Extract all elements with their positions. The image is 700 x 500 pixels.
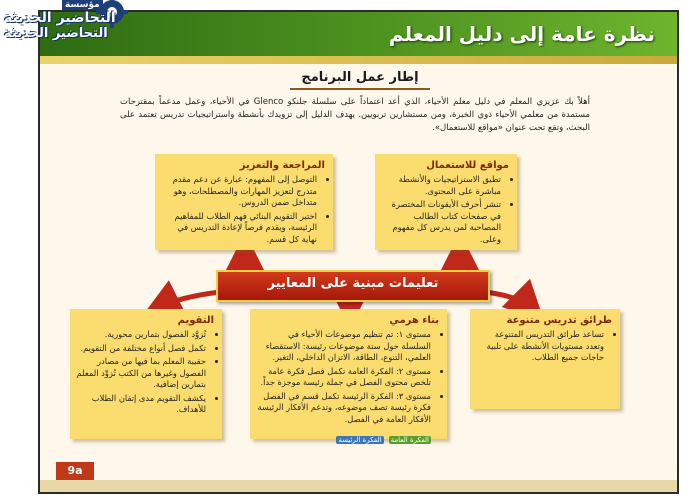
- footer-bar: [40, 480, 677, 492]
- card-bullet: • حقيبة المعلم بما فيها من مصادر الفصول وغيرها من الكتب تُزوِّد المعلم بتمارين إضافية.: [76, 356, 206, 391]
- tag-main-idea: الفكرة الرئيسة: [338, 436, 382, 444]
- page-number: 9a: [56, 462, 94, 480]
- section-title-underline: [290, 88, 430, 90]
- card-bullet: • مستوى ٣: الفكرة الرئيسة تكمل قسم في الفصل فكرة رئيسة تصف موضوعه، وتدعم الأفكار الرئيسة الأفكار العامة في الفصل.: [256, 391, 431, 426]
- card-sites-for-use: [375, 154, 517, 250]
- logo-small-text: مؤسسة: [62, 0, 103, 10]
- logo-text-line1: التحاضير الحديثة: [4, 10, 116, 26]
- card-bullet: • تساعد طرائق التدريس المتنوعة وتعدد مستويات الأنشطة على تلبية حاجات جميع الطلاب.: [476, 329, 604, 364]
- card-title: طرائق تدريس متنوعة: [506, 315, 612, 326]
- textbook-page: [38, 10, 679, 494]
- watermark-logo: [0, 0, 156, 44]
- card-title: المراجعة والتعزيز: [239, 160, 325, 171]
- card-title: بناء هرمي: [389, 315, 439, 326]
- logo-text-line2: التحاضير الحديثة: [4, 26, 108, 41]
- intro-paragraph: أهلاً بك عزيزي المعلم في دليل معلم الأحياء، الذي أعد اعتماداً على سلسلة جلنكو Glenco في الأحياء، وعمل مدعماً بمقترحات مستمدة من معلمي الأحياء ذوي الخبرة، ومن مستشارين تربويين. يهدف الدليل إلى تزويدك بأنشطة واستراتيجيات تدريس تعتمد على البحث، وتقع تحت عنوان «مواقع للاستعمال».: [120, 97, 590, 133]
- card-bullet: • اختبر التقويم البنائي فهم الطلاب للمفاهيم الرئيسة، ويقدم فرصاً لإعادة التدريس في نهاية كل قسم.: [161, 211, 317, 246]
- card-title: مواقع للاستعمال: [426, 160, 509, 171]
- card-title: التقويم: [177, 315, 214, 326]
- card-bullet: • تكمل فصل أنواع مختلفة من التقويم.: [76, 343, 206, 355]
- arrow-to-methods: [486, 292, 530, 307]
- arrow-to-eval: [160, 292, 220, 307]
- card-bullet: • مستوى ١: تم تنظيم موضوعات الأحياء في السلسلة حول ستة موضوعات رئيسة: الاستقصاء العلمي، التنوع، الطاقة، الاتزان الداخلي، التغير.: [256, 329, 431, 364]
- card-bullet: • تطبق الاستراتيجيات والأنشطة مباشرة على المحتوى.: [381, 174, 501, 197]
- standards-banner: [216, 270, 490, 302]
- card-evaluation: [70, 309, 222, 439]
- card-teaching-methods: [470, 309, 620, 409]
- section-title: إطار عمل البرنامج: [301, 70, 419, 85]
- card-hierarchical-building: [250, 309, 447, 444]
- card-bullet: • التوصل إلى المفهوم: عبارة عن دعم مقدم متدرج لتعزيز المهارات والمصطلحات، وهو متداخل ضمن الدروس.: [161, 174, 317, 209]
- card-bullet: • تُزوَّد الفصول بتمارين محورية.: [76, 329, 206, 341]
- banner-text: تعليمات مبنية على المعايير: [267, 276, 439, 291]
- page-title: نظرة عامة إلى دليل المعلم: [388, 22, 655, 46]
- tag-general-idea: الفكرة العامة: [390, 436, 429, 444]
- card-bullet: • يكشف التقويم مدى إتقان الطلاب للأهداف.: [76, 393, 206, 416]
- card-review-reinforcement: [155, 154, 333, 250]
- card-bullet: • مستوى ٢: الفكرة العامة تكمل فصل فكرة عامة تلخص محتوى الفصل في جملة رئيسة موجزة جداً.: [256, 366, 431, 389]
- card-bullet: • تنشر أحرف الأيقونات المختصرة في صفحات كتاب الطالب المصاحبة لمن يدرس كل مفهوم وعلى.: [381, 199, 501, 245]
